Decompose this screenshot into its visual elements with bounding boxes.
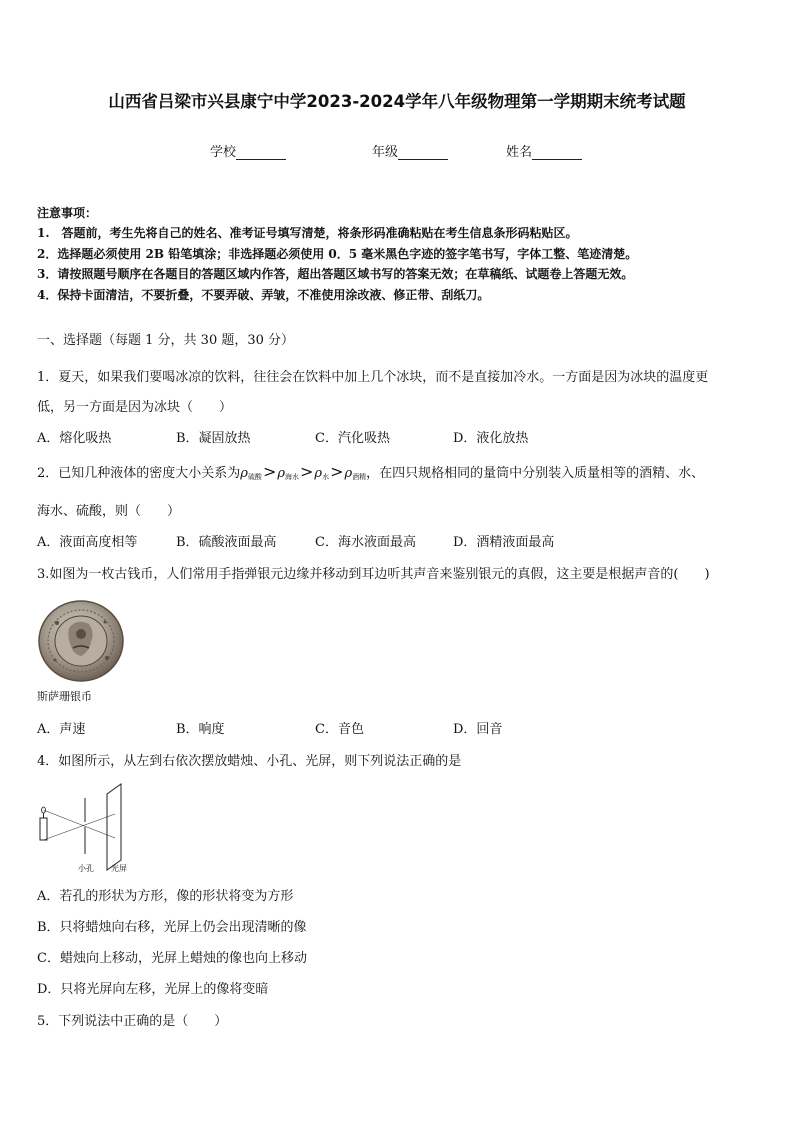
- greater-than: >: [330, 462, 344, 481]
- q3-option-a: A．声速: [37, 722, 86, 737]
- notice-heading: 注意事项：: [37, 206, 98, 220]
- label-pinhole: 小孔: [78, 864, 94, 873]
- q2-suffix: ，在四只规格相同的量筒中分别装入质量相等的酒精、水、: [366, 466, 705, 481]
- q2-option-c: C．海水液面最高: [315, 535, 416, 550]
- grade-field: [372, 141, 448, 160]
- coin-caption: 斯萨珊银币: [37, 690, 92, 703]
- question-3-line-1: 3.如图为一枚古钱币，人们常用手指弹银元边缘并移动到耳边听其声音来鉴别银元的真假，这主要是根据声音的( ): [37, 567, 710, 582]
- q1-option-b: B．凝固放热: [176, 431, 251, 446]
- question-2-line-1: [37, 462, 704, 482]
- q1-option-c: C．汽化吸热: [315, 431, 390, 446]
- question-1-line-2: 低，另一方面是因为冰块（ ）: [37, 400, 233, 415]
- q1-option-d: D．液化放热: [453, 431, 529, 446]
- name-field: [506, 141, 582, 160]
- q2-option-a: A．液面高度相等: [37, 535, 138, 550]
- question-2-line-2: 海水、硫酸，则（ ）: [37, 504, 181, 519]
- q4-option-c: C．蜡烛向上移动，光屏上蜡烛的像也向上移动: [37, 951, 307, 966]
- notice-item: 2．选择题必须使用 2B 铅笔填涂；非选择题必须使用 0．5 毫米黑色字迹的签字笔书写，字体工整、笔迹清楚。: [37, 247, 638, 261]
- name-blank: [532, 145, 582, 160]
- question-4-line-1: 4．如图所示，从左到右依次摆放蜡烛、小孔、光屏，则下列说法正确的是: [37, 754, 462, 769]
- school-label: 学校: [210, 145, 237, 160]
- q2-option-b: B．硫酸液面最高: [176, 535, 277, 550]
- section-heading: 一、选择题（每题 1 分，共 30 题，30 分）: [37, 333, 295, 348]
- grade-blank: [398, 145, 448, 160]
- q3-option-b: B．响度: [176, 722, 225, 737]
- question-5-line-1: 5．下列说法中正确的是（ ）: [37, 1014, 228, 1029]
- rho-symbol: ρ: [240, 466, 248, 481]
- rho-subscript: 海水: [285, 473, 299, 481]
- greater-than: >: [262, 462, 277, 481]
- rho-symbol: ρ: [344, 466, 353, 481]
- rho-symbol: ρ: [314, 466, 323, 481]
- grade-label: 年级: [372, 145, 399, 160]
- notice-item: 3．请按照题号顺序在各题目的答题区域内作答，超出答题区域书写的答案无效；在草稿纸、试题卷上答题无效。: [37, 267, 634, 281]
- label-screen: 光屏: [111, 864, 127, 873]
- school-field: [210, 141, 286, 160]
- q1-option-a: A．熔化吸热: [37, 431, 112, 446]
- page-title: 山西省吕梁市兴县康宁中学2023-2024学年八年级物理第一学期期末统考试题: [108, 92, 686, 111]
- rho-subscript: 酒精: [352, 473, 367, 481]
- q4-option-a: A．若孔的形状为方形，像的形状将变为方形: [37, 889, 294, 904]
- name-label: 姓名: [506, 145, 533, 160]
- pinhole-diagram: [37, 780, 137, 876]
- rho-subscript: 硫酸: [247, 473, 262, 481]
- rho-subscript: 水: [322, 473, 330, 481]
- question-1-line-1: 1．夏天，如果我们要喝冰凉的饮料，往往会在饮料中加上几个冰块，而不是直接加冷水。一方面是因为冰块的温度更: [37, 370, 709, 385]
- q4-option-d: D．只将光屏向左移，光屏上的像将变暗: [37, 982, 269, 997]
- q4-option-b: B．只将蜡烛向右移，光屏上仍会出现清晰的像: [37, 920, 307, 935]
- school-blank: [236, 145, 286, 160]
- silver-coin-image: [37, 598, 125, 684]
- rho-symbol: ρ: [277, 466, 285, 481]
- notice-item: 4．保持卡面清洁，不要折叠，不要弄破、弄皱，不准使用涂改液、修正带、刮纸刀。: [37, 288, 490, 302]
- q3-option-d: D．回音: [453, 722, 503, 737]
- q3-option-c: C．音色: [315, 722, 364, 737]
- notice-item: 1. 答题前，考生先将自己的姓名、准考证号填写清楚，将条形码准确粘贴在考生信息条形码粘贴区。: [37, 226, 578, 240]
- q2-option-d: D．酒精液面最高: [453, 535, 555, 550]
- q2-prefix: 2．已知几种液体的密度大小关系为: [37, 466, 241, 481]
- greater-than: >: [300, 462, 314, 481]
